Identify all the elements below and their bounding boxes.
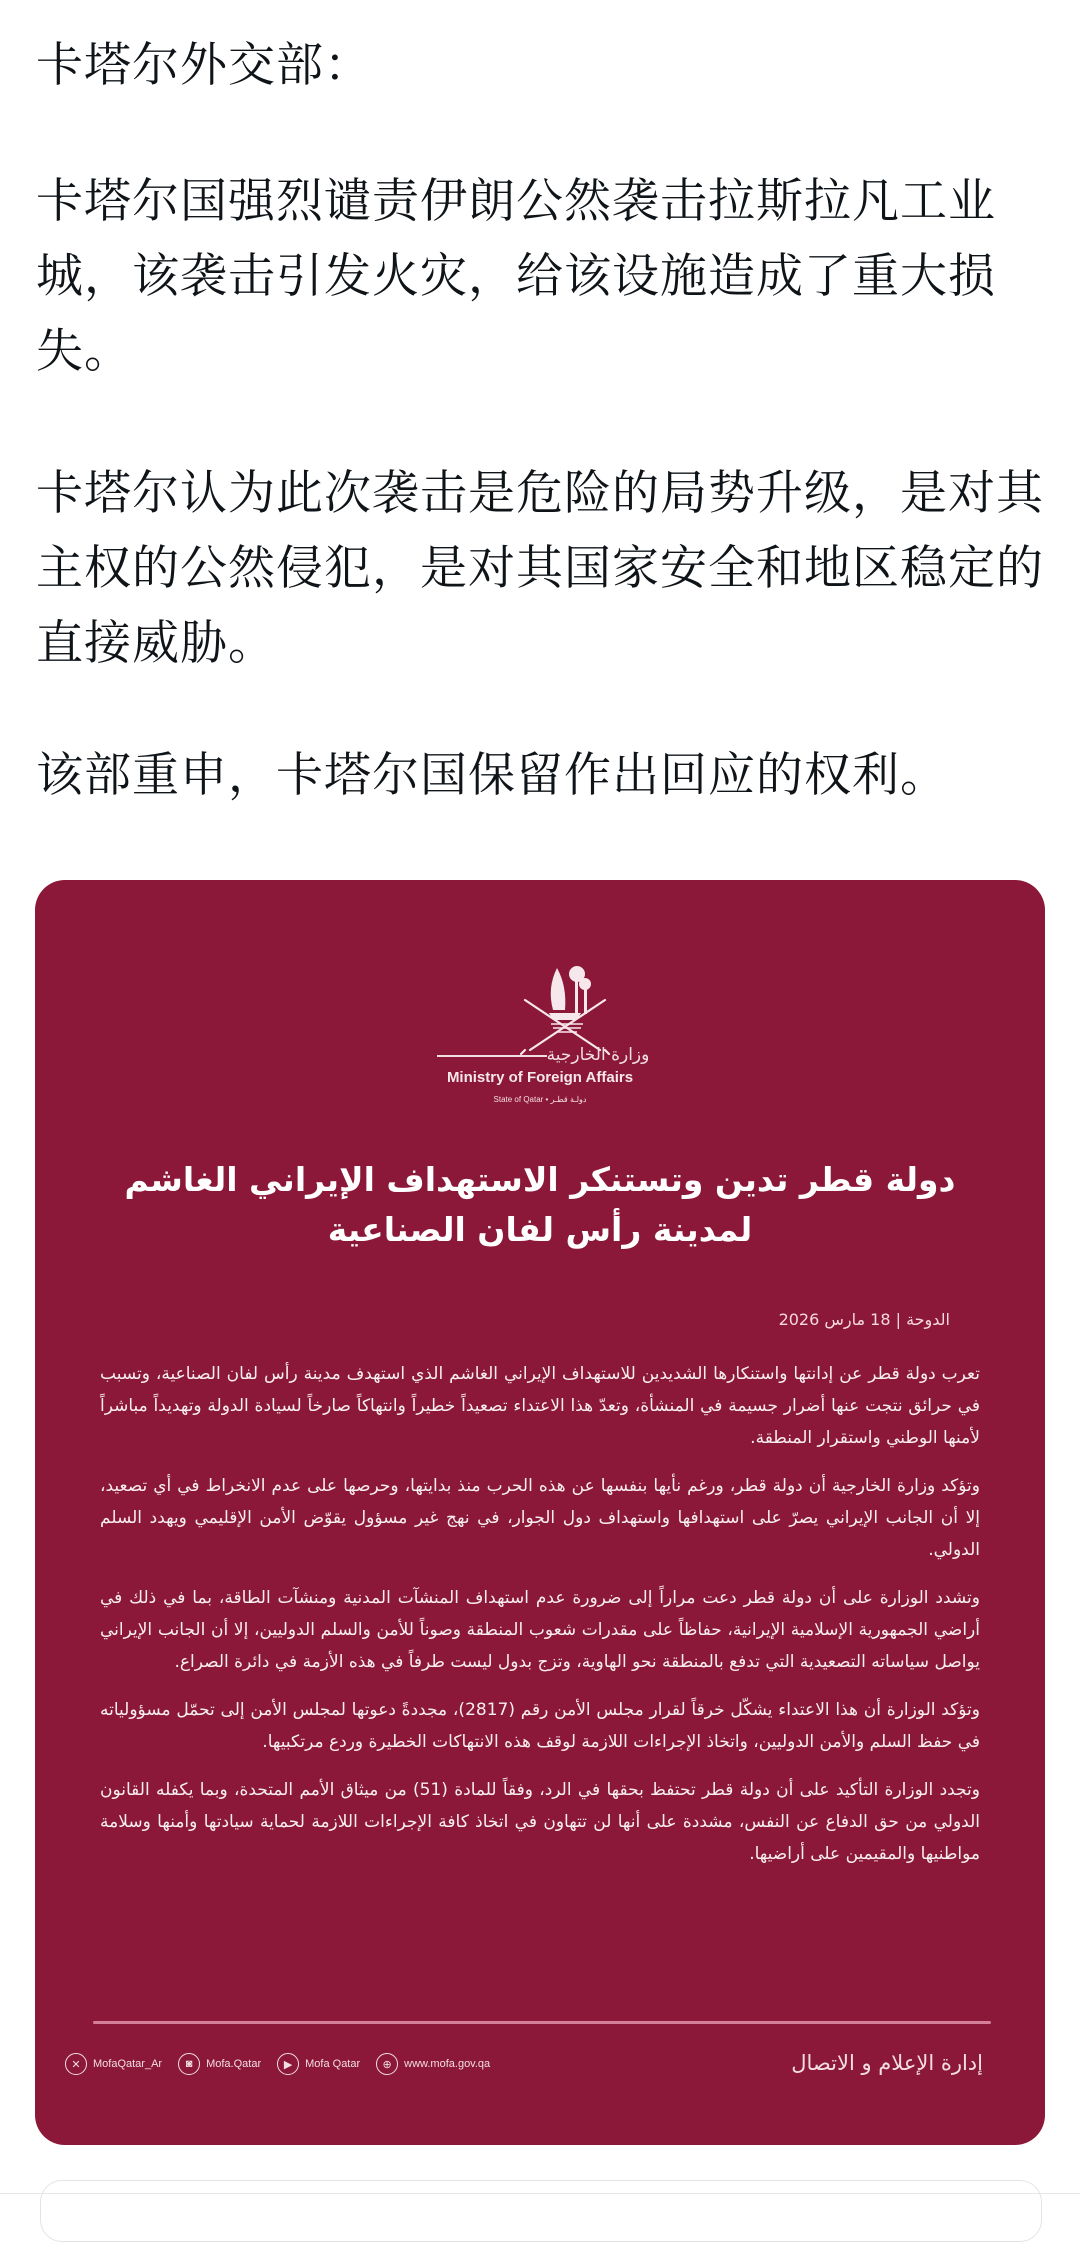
social-website [376, 2053, 490, 2075]
qatar-emblem-icon [505, 958, 625, 1058]
statement-image-card[interactable] [35, 880, 1045, 2145]
department-name: إدارة الإعلام و الاتصال [791, 2051, 983, 2075]
statement-headline: دولة قطر تدين وتستنكر الاستهداف الإيراني الغاشم لمدينة رأس لفان الصناعية [124, 1160, 956, 1249]
statement-body [100, 1358, 980, 1886]
social-youtube [277, 2053, 360, 2075]
statement-paragraph: وتؤكد الوزارة أن هذا الاعتداء يشكّل خرقاً لقرار مجلس الأمن رقم (2817)، مجددةً دعوتها لمجلس الأمن إلى تحمّل مسؤولياته في حفظ السلم والأمن الدوليين، واتخاذ الإجراءات اللازمة لوقف هذه الانتهاكات الخطيرة وردع مرتكبيها. [100, 1700, 980, 1752]
next-content-box[interactable] [40, 2180, 1042, 2242]
social-label: www.mofa.gov.qa [404, 2058, 491, 2070]
social-instagram [178, 2053, 261, 2075]
dateline: الدوحة | 18 مارس 2026 [778, 1310, 950, 1329]
statement-paragraph: تعرب دولة قطر عن إدانتها واستنكارها الشديدين للاستهداف الإيراني الغاشم الذي استهدف مدينة رأس لفان الصناعية، وتسبب في حرائق نتجت عنها أضرار جسيمة في المنشأة، وتعدّ هذا الاعتداء تصعيداً خطيراً وانتهاكاً صارخاً لسيادة الدولة وتهديداً مباشراً لأمنها الوطني واستقرار المنطقة. [100, 1364, 980, 1448]
card-footer [35, 2053, 1045, 2093]
social-label: MofaQatar_Ar [93, 2058, 163, 2070]
post-paragraph: 卡塔尔国强烈谴责伊朗公然袭击拉斯拉凡工业城，该袭击引发火灾，给该设施造成了重大损失。 [36, 174, 996, 379]
social-label: Mofa.Qatar [206, 2058, 262, 2070]
post-heading: 卡塔尔外交部： [36, 38, 372, 93]
ministry-name-english: Ministry of Foreign Affairs [446, 1069, 634, 1086]
social-x [65, 2053, 162, 2075]
x-icon: ✕ [65, 2053, 87, 2075]
youtube-icon: ▶ [277, 2053, 299, 2075]
divider [93, 2021, 991, 2024]
social-label: Mofa Qatar [305, 2058, 361, 2070]
bottom-divider [0, 2193, 1080, 2194]
ornament-line [437, 1053, 547, 1057]
statement-paragraph: وتشدد الوزارة على أن دولة قطر دعت مراراً إلى ضرورة عدم استهداف المنشآت المدنية ومنشآت الطاقة، بما في ذلك في أراضي الجمهورية الإسلامية الإيرانية، حفاظاً على مقدرات شعوب المنطقة وصوناً للأمن والسلم الدوليين، إلا أن الجانب الإيراني يواصل سياساته التصعيدية التي تدفع بالمنطقة نحو الهاوية، وتزج بدول ليست طرفاً في هذه الأزمة في دائرة الصراع. [100, 1588, 980, 1672]
post-paragraph: 该部重申，卡塔尔国保留作出回应的权利。 [36, 748, 948, 803]
state-line: State of Qatar • دولـة قطـر [493, 1095, 587, 1104]
social-links [65, 2053, 490, 2075]
instagram-icon: ◙ [178, 2053, 200, 2075]
ministry-name-arabic: وزارة الخارجية [35, 1045, 1045, 1065]
post-paragraph: 卡塔尔认为此次袭击是危险的局势升级，是对其主权的公然侵犯，是对其国家安全和地区稳定的直接威胁。 [36, 466, 1044, 671]
statement-paragraph: وتؤكد وزارة الخارجية أن دولة قطر، ورغم نأيها بنفسها عن هذه الحرب منذ بدايتها، وحرصها على عدم الانخراط في أي تصعيد، إلا أن الجانب الإيراني يصرّ على استهدافها واستهداف دول الجوار، في نهج غير مسؤول يقوّض الأمن الإقليمي ويهدد السلم الدولي. [100, 1476, 980, 1560]
statement-paragraph: وتجدد الوزارة التأكيد على أن دولة قطر تحتفظ بحقها في الرد، وفقاً للمادة (51) من ميثاق الأمم المتحدة، وبما يكفله القانون الدولي من حق الدفاع عن النفس، مشددة على أنها لن تتهاون في اتخاذ كافة الإجراءات اللازمة لحماية سيادتها وأمنها وسلامة مواطنيها والمقيمين على أراضيها. [100, 1780, 980, 1864]
globe-icon: ⊕ [376, 2053, 398, 2075]
